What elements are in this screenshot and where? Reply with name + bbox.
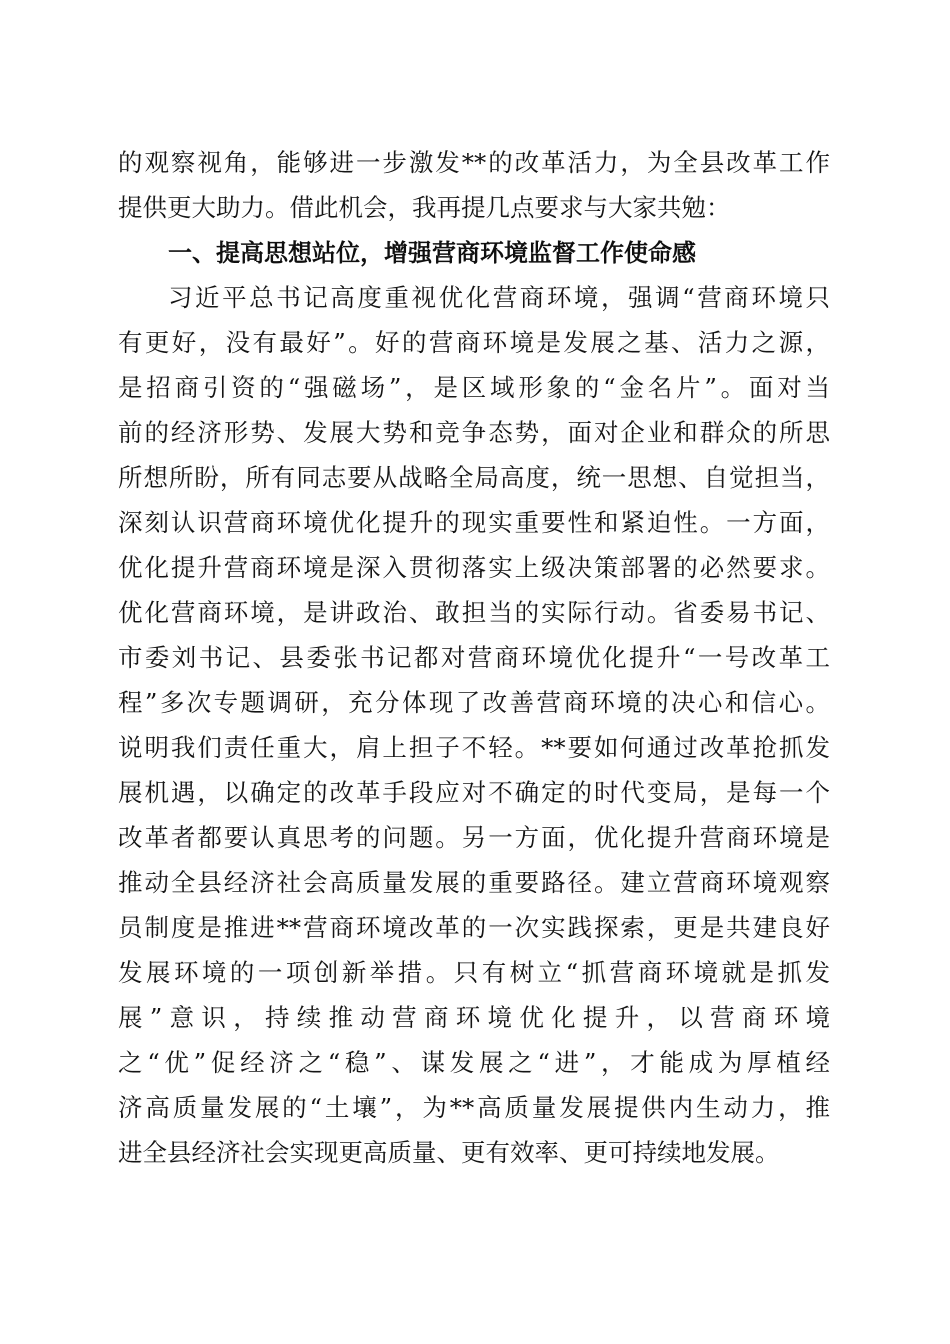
text-line-12: 市委刘书记、县委张书记都对营商环境优化提升“一号改革工: [118, 643, 830, 672]
text-line-7: 前的经济形势、发展大势和竞争态势，面对企业和群众的所思: [118, 418, 830, 447]
text-line-6: 是招商引资的“强磁场”，是区域形象的“金名片”。面对当: [118, 373, 830, 402]
text-line-14: 说明我们责任重大，肩上担子不轻。**要如何通过改革抢抓发: [118, 733, 830, 762]
text-line-1: 的观察视角，能够进一步激发**的改革活力，为全县改革工作: [118, 148, 830, 177]
text-line-22: 济高质量发展的“土壤”，为**高质量发展提供内生动力，推: [118, 1093, 830, 1122]
text-line-20: 展”意识，持续推动营商环境优化提升，以营商环境: [118, 1003, 830, 1032]
text-line-10: 优化提升营商环境是深入贯彻落实上级决策部署的必然要求。: [118, 553, 830, 582]
text-line-21: 之“优”促经济之“稳”、谋发展之“进”，才能成为厚植经: [118, 1048, 830, 1077]
text-line-19: 发展环境的一项创新举措。只有树立“抓营商环境就是抓发: [118, 958, 830, 987]
text-line-4: 习近平总书记高度重视优化营商环境，强调“营商环境只: [168, 283, 830, 312]
text-line-11: 优化营商环境，是讲政治、敢担当的实际行动。省委易书记、: [118, 598, 830, 627]
text-line-9: 深刻认识营商环境优化提升的现实重要性和紧迫性。一方面，: [118, 508, 830, 537]
text-line-23: 进全县经济社会实现更高质量、更有效率、更可持续地发展。: [118, 1138, 780, 1167]
text-line-15: 展机遇，以确定的改革手段应对不确定的时代变局，是每一个: [118, 778, 830, 807]
text-line-8: 所想所盼，所有同志要从战略全局高度，统一思想、自觉担当，: [118, 463, 830, 492]
section-heading-1: 一、提高思想站位，增强营商环境监督工作使命感: [168, 239, 696, 267]
text-line-16: 改革者都要认真思考的问题。另一方面，优化提升营商环境是: [118, 823, 830, 852]
text-line-17: 推动全县经济社会高质量发展的重要路径。建立营商环境观察: [118, 868, 830, 897]
text-line-13: 程”多次专题调研，充分体现了改善营商环境的决心和信心。: [118, 688, 830, 717]
text-line-2: 提供更大助力。借此机会，我再提几点要求与大家共勉：: [118, 193, 731, 222]
text-line-18: 员制度是推进**营商环境改革的一次实践探索，更是共建良好: [118, 913, 830, 942]
text-line-5: 有更好，没有最好”。好的营商环境是发展之基、活力之源，: [118, 328, 830, 357]
